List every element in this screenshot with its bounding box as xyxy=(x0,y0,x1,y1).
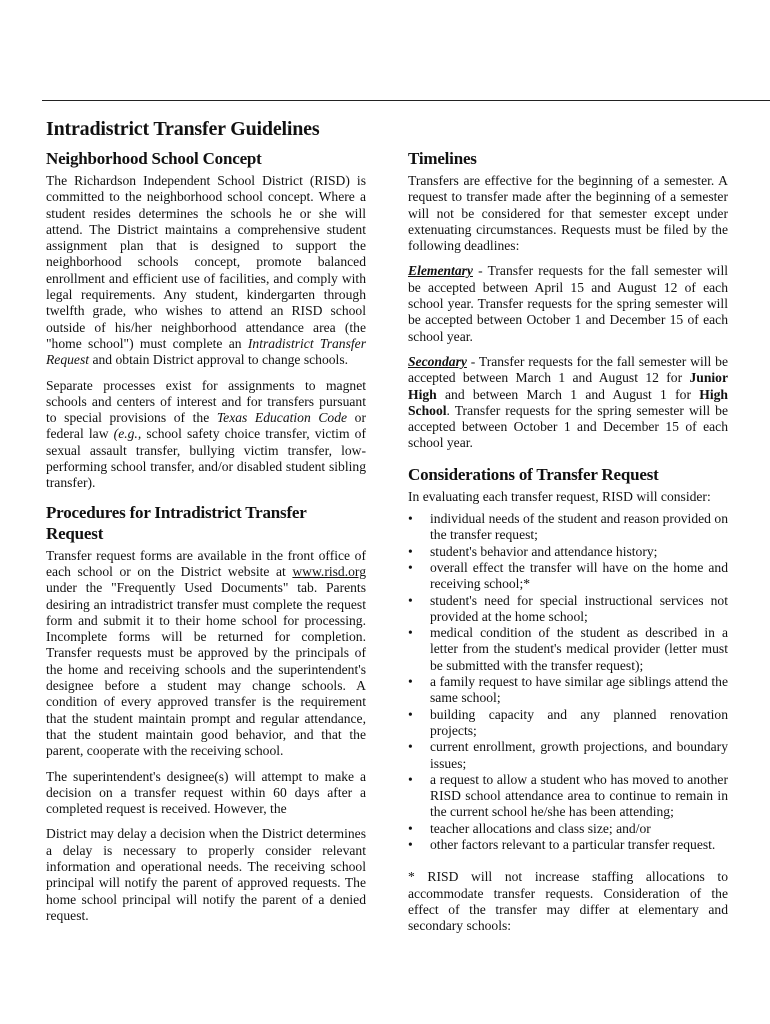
bullet-icon: • xyxy=(408,511,413,527)
considerations-intro: In evaluating each transfer request, RISD will consider: xyxy=(408,488,711,504)
procedures-paragraph-1 xyxy=(46,548,366,760)
consideration-text: student's behavior and attendance history; xyxy=(430,543,658,559)
consideration-item xyxy=(408,560,728,593)
consideration-text: a request to allow a student who has moved to another RISD school attendance area to continue to remain in the current school he/she has been attending; xyxy=(430,771,728,820)
bullet-icon: • xyxy=(408,771,413,787)
top-rule xyxy=(42,100,770,101)
timelines-heading: Timelines xyxy=(408,149,477,168)
consideration-text: building capacity and any planned renovation projects; xyxy=(430,706,728,738)
consideration-text: medical condition of the student as described in a letter from the student's medical provider (letter must be submitted with the transfer request); xyxy=(430,625,728,673)
bullet-icon: • xyxy=(408,739,413,755)
high-school: High School xyxy=(408,386,728,418)
bullet-icon: • xyxy=(408,820,413,836)
risd-website-link[interactable]: www.risd.org xyxy=(292,563,366,579)
bullet-icon: • xyxy=(408,543,413,559)
right-column xyxy=(408,148,728,943)
form-name: Intradistrict Transfer Request xyxy=(46,335,366,368)
consideration-item xyxy=(408,837,728,853)
bullet-icon: • xyxy=(408,706,413,722)
text: and between March 1 and August 1 for xyxy=(436,386,700,402)
consideration-text: student's need for special instructional services not provided at the home school; xyxy=(430,592,728,624)
procedures-heading: Procedures for Intradistrict Transfer Request xyxy=(46,502,307,543)
timelines-paragraph: Transfers are effective for the beginning of a semester. A request to transfer made after the beginning of a semester will not be considered for that semester except under extenuating circumstances. Requests must be filed by the following deadlines: xyxy=(408,173,728,254)
text: school safety choice transfer, victim of sexual assault transfer, bullying victim transfer, low-performing school transfer, and/or disabled student sibling transfer). xyxy=(46,426,367,491)
bullet-icon: • xyxy=(408,674,413,690)
consideration-text: other factors relevant to a particular transfer request. xyxy=(430,836,716,852)
bullet-icon: • xyxy=(408,592,413,608)
text: The Richardson Independent School District (RISD) is committed to the neighborhood school concept. Where a student resides determines the schools he or she will attend. The District maintains a comprehensive student assignment plan that is designed to support the neighborhood schools concept, promote balanced enrollment and efficient use of facilities, and comply with legal requirements. Any student, kindergarten through twelfth grade, who wishes to attend an RISD school outside of his/her neighborhood attendance area (the "home school") must complete an xyxy=(46,173,366,351)
neighborhood-paragraph-1 xyxy=(46,173,366,369)
text: Separate processes exist for assignments to magnet schools and centers of interest and for transfers pursuant to special provisions of the xyxy=(46,377,366,426)
secondary-label: Secondary xyxy=(408,353,467,369)
bullet-icon: • xyxy=(408,836,413,852)
consideration-item xyxy=(408,739,728,772)
neighborhood-paragraph-2 xyxy=(46,378,366,492)
document-title: Intradistrict Transfer Guidelines xyxy=(46,118,320,140)
consideration-item xyxy=(408,544,728,560)
secondary-deadlines xyxy=(408,354,728,452)
code-name: Texas Education Code xyxy=(216,410,348,426)
consideration-text: teacher allocations and class size; and/or xyxy=(430,820,651,836)
consideration-item xyxy=(408,821,728,837)
eg: (e.g., xyxy=(113,426,142,442)
text: and obtain District approval to change schools. xyxy=(89,352,349,368)
consideration-item xyxy=(408,593,728,626)
text: - Transfer requests for the fall semester will be accepted between April 15 and August 12 of each school year. Transfer requests for the spring semester will be accepted between October 1 and December 15 of each school year. xyxy=(408,263,728,344)
text: - Transfer requests for the fall semester will be accepted between March 1 and August 12 for xyxy=(408,353,728,386)
staffing-footnote: * RISD will not increase staffing allocations to accommodate transfer requests. Consideration of the effect of the transfer may differ at elementary and secondary schools: xyxy=(408,869,728,934)
text: Transfer request forms are available in the front office of each school or on the District website at xyxy=(46,547,366,579)
text: . Transfer requests for the spring semester will be accepted between October 1 and December 15 of each school year. xyxy=(408,402,728,451)
procedures-paragraph-2: The superintendent's designee(s) will attempt to make a decision on a transfer request within 60 days after a completed request is received. However, the xyxy=(46,768,366,817)
neighborhood-heading: Neighborhood School Concept xyxy=(46,149,262,168)
considerations-heading: Considerations of Transfer Request xyxy=(408,464,659,484)
consideration-item xyxy=(408,772,728,821)
considerations-list xyxy=(408,511,728,853)
consideration-item xyxy=(408,707,728,740)
procedures-paragraph-3: District may delay a decision when the District determines a delay is necessary to properly consider relevant information and operational needs. The receiving school principal will notify the parent of approved requests. The home school principal will notify the parent of a denied request. xyxy=(46,826,366,923)
junior-high: Junior High xyxy=(408,370,728,402)
consideration-text: overall effect the transfer will have on the home and receiving school;* xyxy=(430,559,728,592)
bullet-icon: • xyxy=(408,625,413,641)
consideration-text: current enrollment, growth projections, and boundary issues; xyxy=(430,739,728,771)
elementary-deadlines xyxy=(408,263,728,344)
consideration-item xyxy=(408,674,728,707)
consideration-text: individual needs of the student and reason provided on the transfer request; xyxy=(430,511,728,543)
bullet-icon: • xyxy=(408,559,413,575)
consideration-item xyxy=(408,625,728,674)
elementary-label: Elementary xyxy=(408,263,473,279)
text: or federal law xyxy=(46,410,366,442)
text: under the "Frequently Used Documents" tab. Parents desiring an intradistrict transfer must complete the request form and submit it to their home school for processing. Incomplete forms will be returned for completion. Transfer requests must be approved by the principals of the home and receiving schools and the superintendent's designee before a student may change schools. A condition of every approved transfer is the requirement that the student maintain prompt and regular attendance, that the student maintain good behavior, and that the parent, cooperate with the receiving school. xyxy=(46,580,366,759)
consideration-text: a family request to have similar age siblings attend the same school; xyxy=(430,674,728,706)
left-column xyxy=(46,116,366,933)
consideration-item xyxy=(408,511,728,544)
